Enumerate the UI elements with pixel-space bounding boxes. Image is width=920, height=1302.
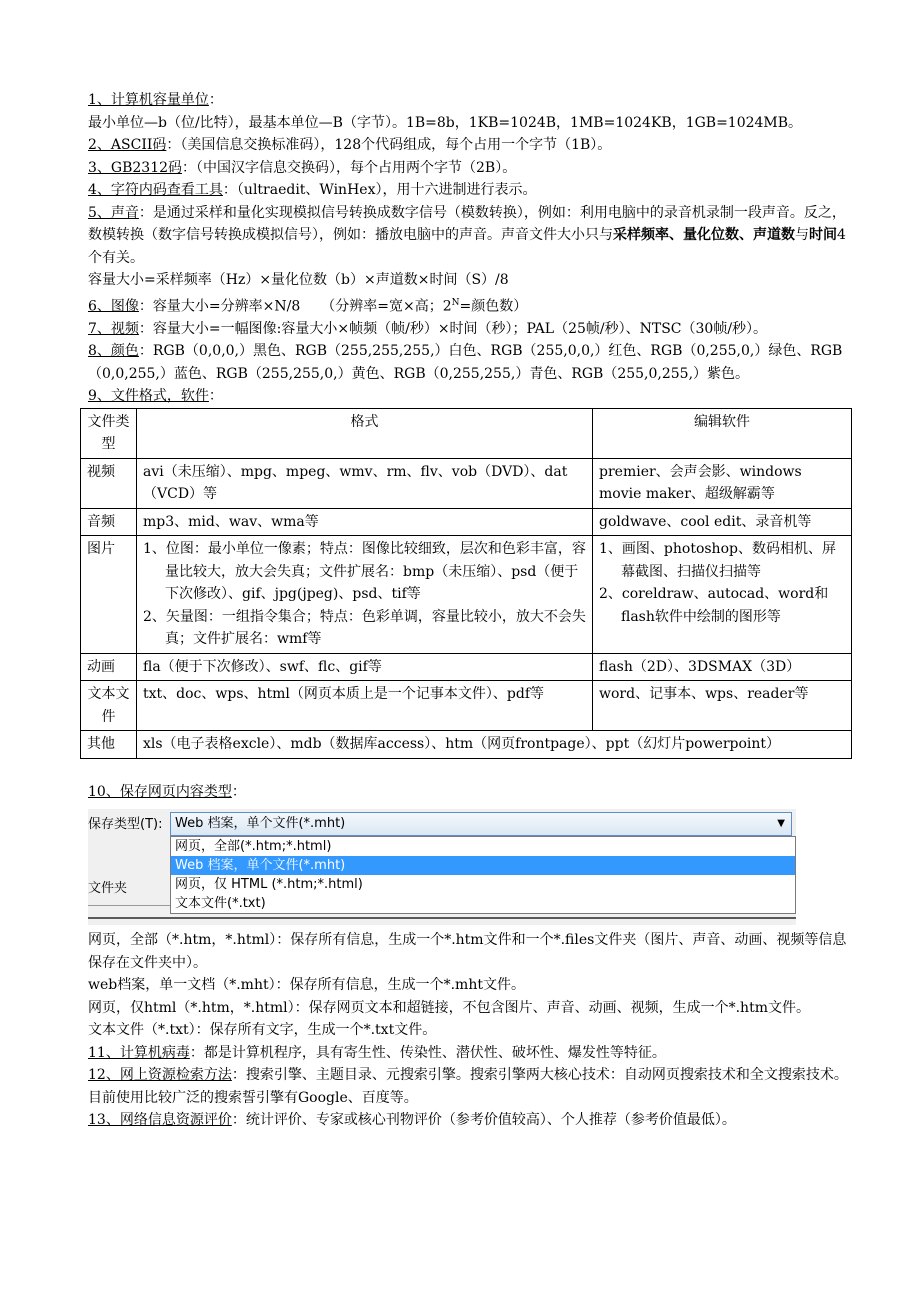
table-row [81, 653, 852, 681]
row-software-text: word、记事本、wps、reader等 [593, 681, 852, 731]
save-type-select[interactable] [170, 812, 792, 836]
save-option-web-archive[interactable]: Web 档案，单个文件(*.mht) [171, 856, 795, 875]
section-7 [88, 318, 850, 341]
divider [88, 917, 796, 919]
row-type-animation: 动画 [81, 653, 137, 681]
header-type: 文件类型 [81, 408, 137, 458]
section-8 [88, 340, 850, 385]
section-8-title: 8、颜色 [88, 343, 139, 360]
divider [88, 905, 170, 906]
section-6-title: 6、图像 [88, 298, 139, 315]
section-12-text: ：搜索引擎、主题目录、元搜索引擎。搜索引擎两大核心技术：自动网页搜索技术和全文搜索技术。目前使用比较广泛的搜索誓引擎有Google、百度等。 [88, 1067, 848, 1106]
row-software-audio: goldwave、cool edit、录音机等 [593, 508, 852, 536]
section-3-title: 3、GB2312码 [88, 159, 183, 176]
save-option-html-only[interactable]: 网页，仅 HTML (*.htm;*.html) [175, 877, 363, 893]
section-5 [88, 202, 850, 270]
row-formats-animation: fla（便于下次修改）、swf、flc、gif等 [137, 653, 593, 681]
row-type-image: 图片 [81, 536, 137, 654]
section-5-title: 5、声音 [88, 204, 139, 221]
image-vector-item: 2、矢量图：一组指令集合；特点：色彩单调，容量比较小，放大不会失真；文件扩展名：wmf等 [143, 608, 586, 648]
section-6-text: ：容量大小=分辨率×N/8 （分辨率=宽×高；2 [138, 298, 452, 315]
section-4-text: ：（ultraedit、WinHex），用十六进制进行表示。 [222, 182, 537, 198]
table-row [81, 536, 852, 654]
savetype-desc-4: 文本文件（*.txt）：保存所有文字，生成一个*.txt文件。 [88, 1022, 437, 1039]
save-type-selected: Web 档案，单个文件(*.mht) [175, 816, 346, 832]
section-5-formula: 容量大小=采样频率（Hz）×量化位数（b）×声道数×时间（S）/8 [88, 272, 509, 288]
table-header-row [81, 408, 852, 458]
section-11-text: ：都是计算机程序，具有寄生性、传染性、潜伏性、破坏性、爆发性等特征。 [189, 1044, 666, 1061]
file-format-table [80, 408, 852, 759]
image-software-item-2: 2、coreldraw、autocad、word和flash软件中绘制的图形等 [599, 586, 829, 625]
section-9 [88, 385, 850, 408]
section-1-title: 1、计算机容量单位 [88, 92, 209, 108]
section-9-title: 9、文件格式，软件 [88, 388, 209, 405]
section-3-text: ：（中国汉字信息交换码），每个占用两个字节（2B）。 [182, 159, 517, 176]
section-12 [88, 1064, 850, 1109]
header-format: 格式 [137, 408, 593, 458]
savetype-desc-2: web档案，单一文档（*.mht）：保存所有信息，生成一个*.mht文件。 [88, 977, 525, 994]
header-software: 编辑软件 [593, 408, 852, 458]
section-7-text: ：容量大小=一幅图像:容量大小×帧频（帧/秒）×时间（秒）；PAL（25帧/秒）、NTSC（30帧/秒）。 [138, 320, 768, 337]
section-10 [88, 781, 850, 804]
savetype-desc-3: 网页，仅html（*.htm，*.html）：保存网页文本和超链接，不包含图片、声音、动画、视频，生成一个*.htm文件。 [88, 999, 810, 1016]
section-11-title: 11、计算机病毒 [88, 1044, 190, 1061]
section-2-title: 2、ASCII码 [88, 137, 167, 153]
section-2 [88, 134, 850, 157]
save-option-text[interactable]: 文本文件(*.txt) [175, 896, 266, 912]
section-11 [88, 1042, 850, 1065]
row-type-other: 其他 [81, 731, 137, 759]
section-10-colon: ： [231, 783, 246, 800]
section-3 [88, 157, 850, 180]
image-bitmap-item: 1、位图：最小单位一像素；特点：图像比较细致，层次和色彩丰富，容量比较大，放大会失真；文件扩展名：bmp（未压缩）、psd（便于下次修改）、gif、jpg(jpeg)、psd、tif等 [143, 541, 586, 603]
image-software-item-1: 1、画图、photoshop、数码相机、屏幕截图、扫描仪扫描等 [599, 541, 836, 580]
section-5-bold-time: 时间 [809, 227, 837, 243]
chevron-down-icon[interactable]: ▼ [777, 818, 785, 830]
save-option-web-complete[interactable]: 网页，全部(*.htm;*.html) [175, 839, 332, 855]
section-1-heading [88, 89, 850, 112]
section-4-title: 4、字符内码查看工具 [88, 182, 223, 198]
folder-label: 文件夹 [88, 881, 128, 897]
document-body [88, 89, 850, 1132]
row-formats-audio: mp3、mid、wav、wma等 [137, 508, 593, 536]
savetype-desc-1: 网页，全部（*.htm，*.html）：保存所有信息，生成一个*.htm文件和一个*.files文件夹（图片、声音、动画、视频等信息保存在文件夹中）。 [88, 932, 847, 971]
row-formats-video: avi（未压缩）、mpg、mpeg、wmv、rm、flv、vob（DVD）、dat（VCD）等 [137, 458, 593, 508]
section-8-text: ：RGB（0,0,0,）黑色、RGB（255,255,255,）白色、RGB（255,0,0,）红色、RGB（0,255,0,）绿色、RGB（0,0,255,）蓝色、RGB（255,255,0,）黄色、RGB（0,255,255,）青色、RGB（255,0,255,）紫色。 [88, 343, 843, 382]
save-type-screenshot [88, 809, 796, 925]
row-software-video: premier、会声会影、windows movie maker、超级解霸等 [593, 458, 852, 508]
section-5-bold-factors: 采样频率、量化位数、声道数 [613, 227, 795, 243]
section-5-text: ：是通过采样和量化实现模拟信号转换成数字信号（模数转换），例如：利用电脑中的录音机录制一段声音。反之，数模转换（数字信号转换成模拟信号），例如：播放电脑中的声音。声音文件大小只与 [88, 204, 846, 243]
section-1-body: 最小单位—b（位/比特），最基本单位—B（字节）。1B=8b，1KB=1024B，1MB=1024KB，1GB=1024MB。 [88, 114, 803, 131]
section-10-title: 10、保存网页内容类型 [88, 783, 232, 800]
section-4 [88, 179, 850, 202]
table-row [81, 508, 852, 536]
section-7-title: 7、视频 [88, 320, 139, 337]
row-software-animation: flash（2D）、3DSMAX（3D） [593, 653, 852, 681]
section-13-text: ：统计评价、专家或核心刊物评价（参考价值较高）、个人推荐（参考价值最低）。 [231, 1112, 736, 1129]
section-6-text-end: =颜色数） [459, 298, 528, 315]
section-13-title: 13、网络信息资源评价 [88, 1112, 232, 1129]
section-6-sup: N [451, 297, 460, 308]
row-formats-text: txt、doc、wps、html（网页本质上是一个记事本文件）、pdf等 [137, 681, 593, 731]
section-5-and: 与 [795, 227, 809, 243]
save-type-dropdown [170, 836, 796, 914]
table-row [81, 458, 852, 508]
row-formats-other: xls（电子表格excle）、mdb（数据库access）、htm（网页frontpage）、ppt（幻灯片powerpoint） [137, 731, 852, 759]
section-2-text: ：（美国信息交换标准码），128个代码组成，每个占用一个字节（1B）。 [166, 137, 612, 153]
row-type-video: 视频 [81, 458, 137, 508]
save-type-label: 保存类型(T): [88, 817, 163, 833]
section-12-title: 12、网上资源检索方法 [88, 1067, 232, 1084]
row-formats-image [137, 536, 593, 654]
table-row [81, 731, 852, 759]
row-type-text: 文本文件 [81, 681, 137, 731]
row-software-image [593, 536, 852, 654]
section-13 [88, 1109, 850, 1132]
section-1-colon: ： [208, 92, 223, 108]
table-row [81, 681, 852, 731]
row-type-audio: 音频 [81, 508, 137, 536]
section-6 [88, 292, 850, 318]
section-5-end: 4个有关。 [88, 227, 846, 266]
section-9-colon: ： [208, 388, 223, 405]
